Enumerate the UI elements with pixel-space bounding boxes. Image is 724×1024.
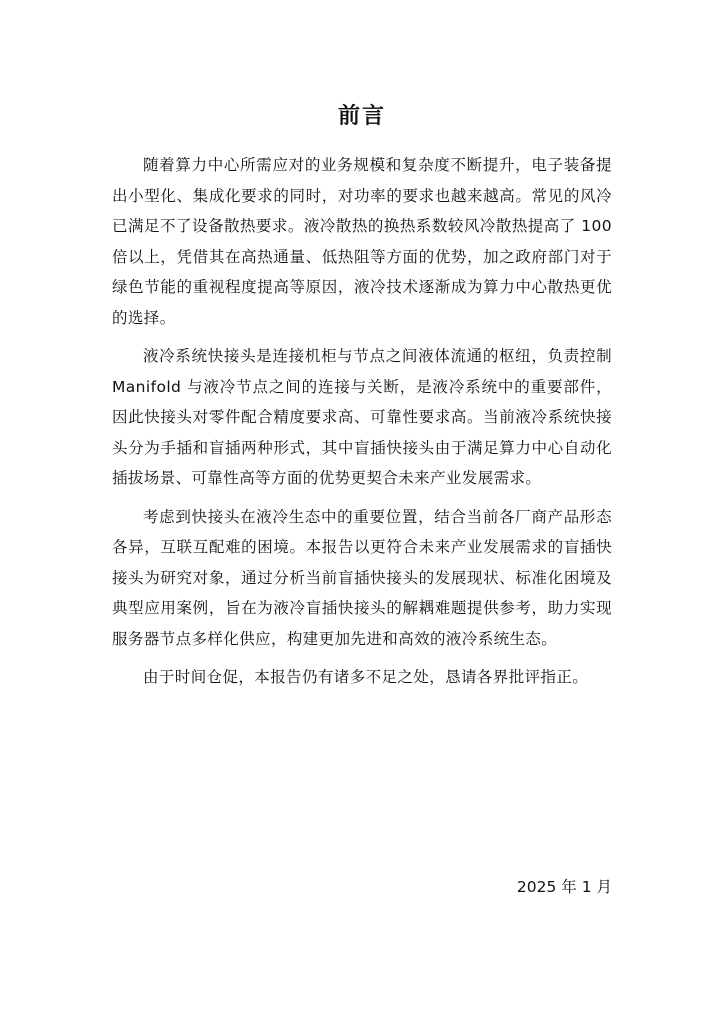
preface-body: [112, 150, 612, 701]
paragraph-4: 由于时间仓促，本报告仍有诸多不足之处，恳请各界批评指正。: [143, 668, 589, 686]
document-date: 2025 年 1 月: [516, 878, 612, 896]
paragraph-3: 考虑到快接头在液冷生态中的重要位置，结合当前各厂商产品形态各异，互联互配难的困境。本报告以更符合未来产业发展需求的盲插快接头为研究对象，通过分析当前盲插快接头的发展现状、标准化困境及典型应用案例，旨在为液冷盲插快接头的解耦难题提供参考，助力实现服务器节点多样化供应，构建更加先进和高效的液冷系统生态。: [112, 507, 612, 648]
page-title: 前言: [337, 104, 386, 129]
paragraph-2: 液冷系统快接头是连接机柜与节点之间液体流通的枢纽，负责控制 Manifold 与液冷节点之间的连接与关断，是液冷系统中的重要部件，因此快接头对零件配合精度要求高、可靠性要求高。当前液冷系统快接头分为手插和盲插两种形式，其中盲插快接头由于满足算力中心自动化插拔场景、可靠性高等方面的优势更契合未来产业发展需求。: [112, 347, 612, 487]
paragraph-1: 随着算力中心所需应对的业务规模和复杂度不断提升，电子装备提出小型化、集成化要求的同时，对功率的要求也越来越高。常见的风冷已满足不了设备散热要求。液冷散热的换热系数较风冷散热提高了 100 倍以上，凭借其在高热通量、低热阻等方面的优势，加之政府部门对于绿色节能的重视程度提高等原因，液冷技术逐渐成为算力中心散热更优的选择。: [112, 156, 612, 327]
